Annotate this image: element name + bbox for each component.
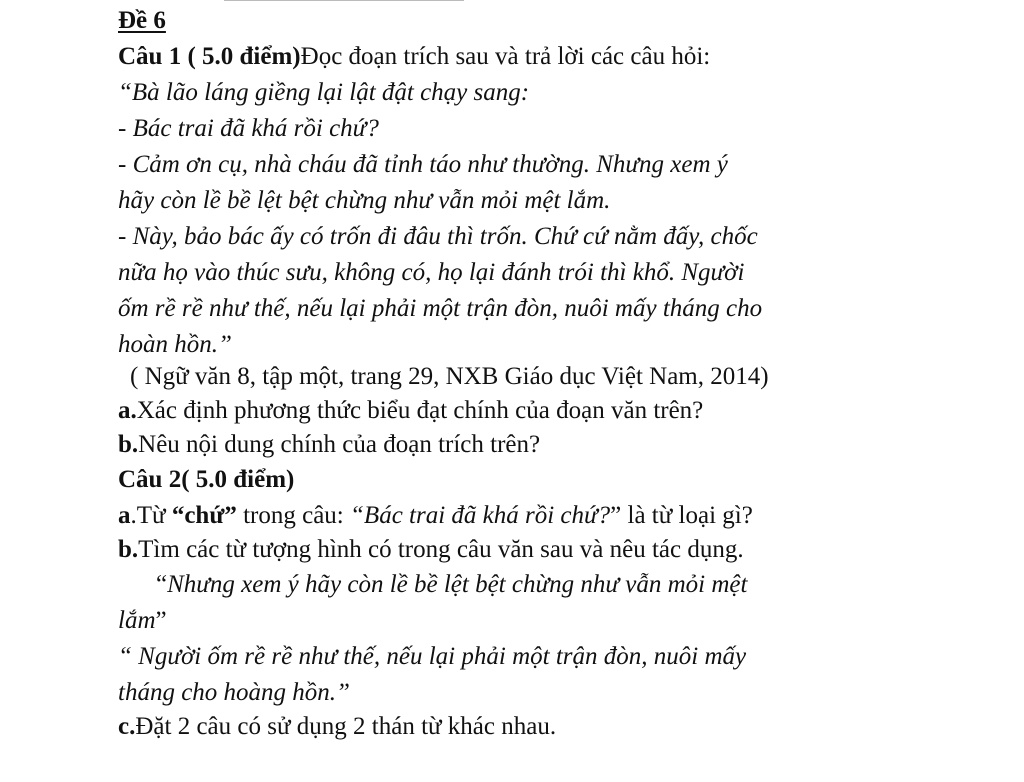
question-1b xyxy=(118,430,540,460)
question-2c-label: c. xyxy=(118,713,136,740)
question-2c-text: Đặt 2 câu có sử dụng 2 thán từ khác nhau. xyxy=(135,713,557,740)
quote-1-text-1: Nhưng xem ý hãy còn lề bề lệt bệt chừng như vẫn mỏi mệt xyxy=(167,571,748,598)
passage-line: hãy còn lề bề lệt bệt chừng như vẫn mỏi mệt lắm. xyxy=(118,187,611,214)
question-1a-text: Xác định phương thức biểu đạt chính của đoạn văn trên? xyxy=(136,397,704,424)
question-2a-mid: trong câu: xyxy=(236,502,351,529)
quote-1-line-2 xyxy=(118,606,167,636)
question-2b-text: Tìm các từ tượng hình có trong câu văn sau và nêu tác dụng. xyxy=(138,536,744,563)
quote-1-text-2: lắm xyxy=(118,607,156,634)
question-2a-word: “chứ” xyxy=(171,502,237,529)
question-2a xyxy=(118,501,753,531)
question-1b-label: b. xyxy=(118,431,139,458)
question-2b-label: b. xyxy=(118,536,139,563)
exam-heading: Đề 6 xyxy=(118,7,166,34)
quote-2-line-2: tháng cho hoàng hồn.” xyxy=(118,679,350,706)
quote-1-open-mark: “ xyxy=(156,571,168,598)
quote-2-line-1: “ Người ốm rề rề như thế, nếu lại phải một trận đòn, nuôi mấy xyxy=(118,643,747,670)
passage-line: - Này, bảo bác ấy có trốn đi đâu thì trốn. Chứ cứ nằm đấy, chốc xyxy=(118,223,758,250)
top-edge-mark xyxy=(224,0,464,3)
question-1b-text: Nêu nội dung chính của đoạn trích trên? xyxy=(138,431,541,458)
question-2a-quote: “Bác trai đã khá rồi chứ? xyxy=(350,502,611,529)
passage-line: - Bác trai đã khá rồi chứ? xyxy=(118,115,379,142)
passage-line: hoàn hồn.” xyxy=(118,331,232,358)
passage-source: ( Ngữ văn 8, tập một, trang 29, NXB Giáo dục Việt Nam, 2014) xyxy=(130,363,769,390)
question-1-prompt: Đọc đoạn trích sau và trả lời các câu hỏi: xyxy=(300,43,711,70)
question-2a-label: a xyxy=(118,502,131,529)
passage-line: “Bà lão láng giềng lại lật đật chạy sang: xyxy=(118,79,530,106)
question-2c xyxy=(118,712,556,742)
passage-line: ốm rề rề như thế, nếu lại phải một trận đòn, nuôi mấy tháng cho xyxy=(118,295,763,322)
question-1a-label: a. xyxy=(118,397,137,424)
question-1-header xyxy=(118,42,710,72)
question-2a-pre: .Từ xyxy=(130,502,172,529)
quote-1-line-1 xyxy=(156,570,747,600)
passage-line: - Cảm ơn cụ, nhà cháu đã tỉnh táo như thường. Nhưng xem ý xyxy=(118,151,728,178)
question-2a-post: ” là từ loại gì? xyxy=(610,502,753,529)
question-1a xyxy=(118,396,703,426)
question-2-header: Câu 2( 5.0 điểm) xyxy=(118,466,295,493)
question-2b xyxy=(118,535,744,565)
passage-line: nữa họ vào thúc sưu, không có, họ lại đánh trói thì khổ. Người xyxy=(118,259,745,286)
question-1-label: Câu 1 ( 5.0 điểm) xyxy=(118,43,301,70)
quote-1-close-mark: ” xyxy=(155,607,167,634)
